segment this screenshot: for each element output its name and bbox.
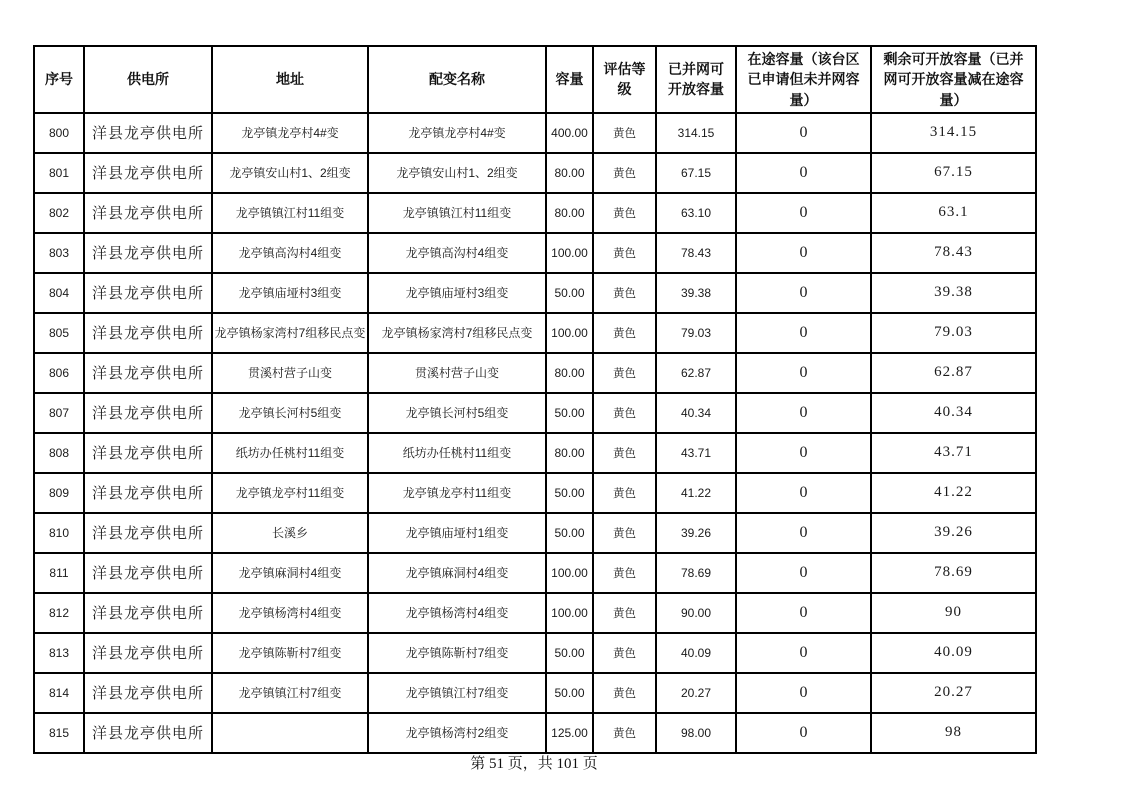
cell-station: 洋县龙亭供电所 xyxy=(84,273,212,313)
cell-capacity: 50.00 xyxy=(546,393,593,433)
cell-grade: 黄色 xyxy=(593,113,656,153)
cell-remaining-open-capacity: 79.03 xyxy=(871,313,1036,353)
cell-connected-open-capacity: 39.38 xyxy=(656,273,736,313)
cell-index: 814 xyxy=(34,673,84,713)
cell-in-transit-capacity: 0 xyxy=(736,313,871,353)
cell-grade: 黄色 xyxy=(593,633,656,673)
cell-capacity: 80.00 xyxy=(546,353,593,393)
table-row xyxy=(34,473,1036,513)
cell-in-transit-capacity: 0 xyxy=(736,153,871,193)
cell-connected-open-capacity: 62.87 xyxy=(656,353,736,393)
cell-index: 815 xyxy=(34,713,84,753)
cell-station: 洋县龙亭供电所 xyxy=(84,113,212,153)
table-row xyxy=(34,393,1036,433)
page-footer: 第 51 页，共 101 页 xyxy=(470,756,598,772)
cell-address: 龙亭镇杨湾村4组变 xyxy=(212,593,368,633)
cell-capacity: 80.00 xyxy=(546,193,593,233)
cell-capacity: 50.00 xyxy=(546,273,593,313)
cell-connected-open-capacity: 20.27 xyxy=(656,673,736,713)
cell-station: 洋县龙亭供电所 xyxy=(84,633,212,673)
header-in-transit-capacity: 在途容量（该台区已申请但未并网容量） xyxy=(736,46,871,113)
cell-index: 812 xyxy=(34,593,84,633)
table-row xyxy=(34,553,1036,593)
cell-capacity: 100.00 xyxy=(546,593,593,633)
cell-remaining-open-capacity: 63.1 xyxy=(871,193,1036,233)
cell-in-transit-capacity: 0 xyxy=(736,273,871,313)
cell-station: 洋县龙亭供电所 xyxy=(84,713,212,753)
cell-remaining-open-capacity: 98 xyxy=(871,713,1036,753)
table-row xyxy=(34,193,1036,233)
header-index: 序号 xyxy=(34,46,84,113)
cell-index: 800 xyxy=(34,113,84,153)
header-remaining-open-capacity: 剩余可开放容量（已并网可开放容量减在途容量） xyxy=(871,46,1036,113)
cell-address: 龙亭镇安山村1、2组变 xyxy=(212,153,368,193)
cell-station: 洋县龙亭供电所 xyxy=(84,233,212,273)
cell-station: 洋县龙亭供电所 xyxy=(84,553,212,593)
cell-remaining-open-capacity: 314.15 xyxy=(871,113,1036,153)
cell-remaining-open-capacity: 41.22 xyxy=(871,473,1036,513)
table-row xyxy=(34,353,1036,393)
cell-remaining-open-capacity: 39.26 xyxy=(871,513,1036,553)
cell-connected-open-capacity: 63.10 xyxy=(656,193,736,233)
cell-station: 洋县龙亭供电所 xyxy=(84,593,212,633)
cell-transformer-name: 龙亭镇高沟村4组变 xyxy=(368,233,546,273)
cell-station: 洋县龙亭供电所 xyxy=(84,313,212,353)
table-row xyxy=(34,713,1036,753)
cell-connected-open-capacity: 67.15 xyxy=(656,153,736,193)
cell-capacity: 125.00 xyxy=(546,713,593,753)
table-row xyxy=(34,513,1036,553)
table-row xyxy=(34,273,1036,313)
cell-remaining-open-capacity: 62.87 xyxy=(871,353,1036,393)
cell-remaining-open-capacity: 67.15 xyxy=(871,153,1036,193)
cell-transformer-name: 纸坊办任桃村11组变 xyxy=(368,433,546,473)
cell-capacity: 50.00 xyxy=(546,473,593,513)
cell-address: 龙亭镇高沟村4组变 xyxy=(212,233,368,273)
cell-index: 806 xyxy=(34,353,84,393)
cell-transformer-name: 龙亭镇庙垭村3组变 xyxy=(368,273,546,313)
cell-station: 洋县龙亭供电所 xyxy=(84,673,212,713)
cell-remaining-open-capacity: 40.09 xyxy=(871,633,1036,673)
cell-connected-open-capacity: 41.22 xyxy=(656,473,736,513)
cell-grade: 黄色 xyxy=(593,153,656,193)
cell-connected-open-capacity: 78.69 xyxy=(656,553,736,593)
cell-transformer-name: 贯溪村营子山变 xyxy=(368,353,546,393)
cell-in-transit-capacity: 0 xyxy=(736,353,871,393)
cell-index: 804 xyxy=(34,273,84,313)
cell-station: 洋县龙亭供电所 xyxy=(84,473,212,513)
cell-transformer-name: 龙亭镇陈靳村7组变 xyxy=(368,633,546,673)
cell-in-transit-capacity: 0 xyxy=(736,473,871,513)
table-header xyxy=(34,46,1036,113)
cell-address: 龙亭镇镇江村7组变 xyxy=(212,673,368,713)
cell-index: 810 xyxy=(34,513,84,553)
cell-transformer-name: 龙亭镇杨家湾村7组移民点变 xyxy=(368,313,546,353)
cell-remaining-open-capacity: 78.69 xyxy=(871,553,1036,593)
cell-address: 龙亭镇庙垭村3组变 xyxy=(212,273,368,313)
cell-in-transit-capacity: 0 xyxy=(736,433,871,473)
table-body xyxy=(34,113,1036,753)
cell-connected-open-capacity: 98.00 xyxy=(656,713,736,753)
cell-in-transit-capacity: 0 xyxy=(736,193,871,233)
cell-capacity: 80.00 xyxy=(546,153,593,193)
cell-capacity: 80.00 xyxy=(546,433,593,473)
header-grade: 评估等级 xyxy=(593,46,656,113)
cell-address: 龙亭镇麻洞村4组变 xyxy=(212,553,368,593)
cell-in-transit-capacity: 0 xyxy=(736,713,871,753)
cell-remaining-open-capacity: 20.27 xyxy=(871,673,1036,713)
header-capacity: 容量 xyxy=(546,46,593,113)
cell-connected-open-capacity: 40.34 xyxy=(656,393,736,433)
cell-index: 805 xyxy=(34,313,84,353)
cell-grade: 黄色 xyxy=(593,553,656,593)
cell-address: 纸坊办任桃村11组变 xyxy=(212,433,368,473)
cell-index: 809 xyxy=(34,473,84,513)
cell-address: 龙亭镇镇江村11组变 xyxy=(212,193,368,233)
cell-index: 801 xyxy=(34,153,84,193)
cell-index: 802 xyxy=(34,193,84,233)
cell-grade: 黄色 xyxy=(593,313,656,353)
cell-remaining-open-capacity: 40.34 xyxy=(871,393,1036,433)
cell-station: 洋县龙亭供电所 xyxy=(84,393,212,433)
table-row xyxy=(34,433,1036,473)
cell-address: 长溪乡 xyxy=(212,513,368,553)
cell-transformer-name: 龙亭镇龙亭村11组变 xyxy=(368,473,546,513)
cell-in-transit-capacity: 0 xyxy=(736,513,871,553)
cell-in-transit-capacity: 0 xyxy=(736,673,871,713)
cell-transformer-name: 龙亭镇麻洞村4组变 xyxy=(368,553,546,593)
cell-index: 813 xyxy=(34,633,84,673)
cell-station: 洋县龙亭供电所 xyxy=(84,193,212,233)
cell-address: 贯溪村营子山变 xyxy=(212,353,368,393)
header-station: 供电所 xyxy=(84,46,212,113)
cell-address: 龙亭镇陈靳村7组变 xyxy=(212,633,368,673)
cell-remaining-open-capacity: 43.71 xyxy=(871,433,1036,473)
header-address: 地址 xyxy=(212,46,368,113)
cell-in-transit-capacity: 0 xyxy=(736,593,871,633)
cell-grade: 黄色 xyxy=(593,193,656,233)
cell-transformer-name: 龙亭镇杨湾村2组变 xyxy=(368,713,546,753)
table-row xyxy=(34,673,1036,713)
cell-capacity: 400.00 xyxy=(546,113,593,153)
cell-remaining-open-capacity: 39.38 xyxy=(871,273,1036,313)
cell-capacity: 100.00 xyxy=(546,233,593,273)
table-row xyxy=(34,313,1036,353)
cell-capacity: 50.00 xyxy=(546,673,593,713)
cell-address: 龙亭镇龙亭村4#变 xyxy=(212,113,368,153)
cell-index: 811 xyxy=(34,553,84,593)
cell-capacity: 50.00 xyxy=(546,513,593,553)
table-row xyxy=(34,113,1036,153)
cell-connected-open-capacity: 43.71 xyxy=(656,433,736,473)
cell-capacity: 100.00 xyxy=(546,553,593,593)
table-row xyxy=(34,153,1036,193)
cell-index: 803 xyxy=(34,233,84,273)
cell-grade: 黄色 xyxy=(593,673,656,713)
cell-grade: 黄色 xyxy=(593,273,656,313)
cell-transformer-name: 龙亭镇安山村1、2组变 xyxy=(368,153,546,193)
cell-transformer-name: 龙亭镇镇江村11组变 xyxy=(368,193,546,233)
cell-in-transit-capacity: 0 xyxy=(736,553,871,593)
table-row xyxy=(34,633,1036,673)
cell-transformer-name: 龙亭镇长河村5组变 xyxy=(368,393,546,433)
header-row xyxy=(34,46,1036,113)
cell-station: 洋县龙亭供电所 xyxy=(84,433,212,473)
cell-station: 洋县龙亭供电所 xyxy=(84,513,212,553)
table-row xyxy=(34,233,1036,273)
cell-connected-open-capacity: 40.09 xyxy=(656,633,736,673)
cell-connected-open-capacity: 314.15 xyxy=(656,113,736,153)
cell-address xyxy=(212,713,368,753)
cell-grade: 黄色 xyxy=(593,713,656,753)
cell-in-transit-capacity: 0 xyxy=(736,633,871,673)
table-row xyxy=(34,593,1036,633)
cell-grade: 黄色 xyxy=(593,473,656,513)
cell-index: 807 xyxy=(34,393,84,433)
capacity-table xyxy=(33,45,1037,754)
cell-transformer-name: 龙亭镇龙亭村4#变 xyxy=(368,113,546,153)
cell-grade: 黄色 xyxy=(593,513,656,553)
header-connected-open-capacity: 已并网可开放容量 xyxy=(656,46,736,113)
cell-address: 龙亭镇杨家湾村7组移民点变 xyxy=(212,313,368,353)
cell-remaining-open-capacity: 78.43 xyxy=(871,233,1036,273)
header-transformer-name: 配变名称 xyxy=(368,46,546,113)
cell-address: 龙亭镇长河村5组变 xyxy=(212,393,368,433)
cell-capacity: 50.00 xyxy=(546,633,593,673)
cell-remaining-open-capacity: 90 xyxy=(871,593,1036,633)
cell-transformer-name: 龙亭镇庙垭村1组变 xyxy=(368,513,546,553)
cell-station: 洋县龙亭供电所 xyxy=(84,153,212,193)
cell-grade: 黄色 xyxy=(593,433,656,473)
cell-connected-open-capacity: 90.00 xyxy=(656,593,736,633)
cell-in-transit-capacity: 0 xyxy=(736,393,871,433)
cell-capacity: 100.00 xyxy=(546,313,593,353)
cell-station: 洋县龙亭供电所 xyxy=(84,353,212,393)
cell-transformer-name: 龙亭镇杨湾村4组变 xyxy=(368,593,546,633)
cell-transformer-name: 龙亭镇镇江村7组变 xyxy=(368,673,546,713)
cell-index: 808 xyxy=(34,433,84,473)
cell-in-transit-capacity: 0 xyxy=(736,233,871,273)
cell-in-transit-capacity: 0 xyxy=(736,113,871,153)
cell-grade: 黄色 xyxy=(593,393,656,433)
cell-grade: 黄色 xyxy=(593,593,656,633)
cell-address: 龙亭镇龙亭村11组变 xyxy=(212,473,368,513)
cell-connected-open-capacity: 78.43 xyxy=(656,233,736,273)
cell-grade: 黄色 xyxy=(593,233,656,273)
cell-connected-open-capacity: 39.26 xyxy=(656,513,736,553)
cell-connected-open-capacity: 79.03 xyxy=(656,313,736,353)
cell-grade: 黄色 xyxy=(593,353,656,393)
